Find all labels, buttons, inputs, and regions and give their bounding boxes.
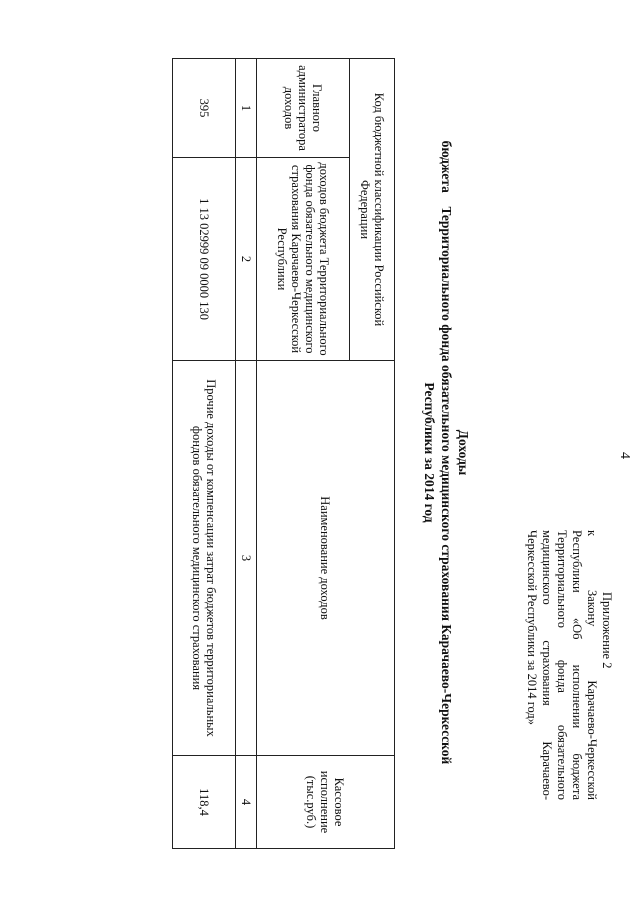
column-number: 3 [236,361,257,756]
title-word: бюджета [439,140,454,193]
title-fund: Территориального фонда обязательного медицинского страхования Карачаево-Черкесской [439,206,454,765]
admin-code-cell: 395 [173,59,236,158]
revenue-table [172,58,395,849]
amount-cell: 118,4 [173,756,236,849]
appendix-line: медицинского страхования Карачаево- [540,530,554,800]
header-admin: Главного администратора доходов [257,59,350,158]
header-name: Наименование доходов [257,361,395,756]
document-title [421,0,472,905]
table-row [173,59,236,849]
title-line [438,0,455,905]
title-line: Доходы [456,429,471,476]
appendix-line: Территориального фонда обязательного [555,530,569,800]
header-kbk: Код бюджетной классификации Российской Федерации [350,59,395,361]
header-budget-income: доходов бюджета Территориального фонда обязательного медицинского страхования Карачаево-Черкесской Республики [257,158,350,361]
page-number: 4 [617,452,632,459]
column-number: 4 [236,756,257,849]
column-number: 1 [236,59,257,158]
appendix-line: к Закону Карачаево-Черкесской [585,530,599,800]
appendix-line: Приложение 2 [600,592,614,669]
header-execution: Кассовое исполнение (тыс.руб.) [257,756,395,849]
appendix-line: Черкесской Республики за 2014 год» [525,530,539,726]
appendix-note [524,530,614,800]
income-name-cell: Прочие доходы от компенсации затрат бюджетов территориальных фондов обязательного медицинского страхования [173,361,236,756]
income-code-cell: 1 13 02999 09 0000 130 [173,158,236,361]
title-line: Республики за 2014 год [422,382,437,523]
column-number: 2 [236,158,257,361]
appendix-line: Республики «Об исполнении бюджета [570,530,584,800]
